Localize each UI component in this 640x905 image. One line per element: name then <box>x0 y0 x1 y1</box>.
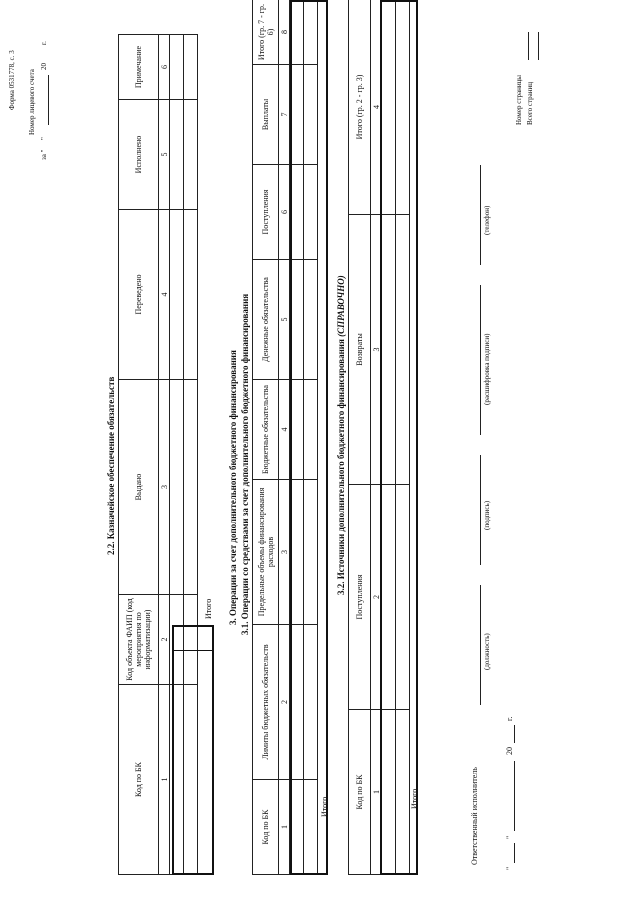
col-number: 4 <box>371 0 382 215</box>
signature-caption: (подпись) <box>483 500 491 530</box>
col-number: 8 <box>279 0 290 65</box>
col-header-faip-code: Код объекта ФАИП (код мероприятия по информатизации) <box>119 595 159 685</box>
date-line <box>48 75 49 125</box>
col-header-limits: Лимиты бюджетных обязательств <box>253 625 279 780</box>
form-code: Форма 0531778, с. 3 <box>8 50 16 110</box>
section-3-2-data-box <box>380 0 418 875</box>
section-3-1-title: 3.1. Операции со средствами за счет дополнительного бюджетного финансирования <box>240 293 250 635</box>
section-3-2-total-label: Итого <box>410 788 419 809</box>
sign-day-line <box>514 843 515 863</box>
table-cell <box>184 35 198 100</box>
sign-year-suffix: г. <box>505 716 514 721</box>
header-year-prefix: 20 <box>40 63 48 70</box>
table-cell <box>184 100 198 210</box>
col-header-money-obligations: Денежные обязательства <box>253 260 279 380</box>
col-number: 5 <box>279 260 290 380</box>
sign-date-open-quote: " <box>505 866 514 870</box>
phone-line <box>480 165 481 265</box>
table-header-row <box>253 0 279 875</box>
col-header-issued: Выдано <box>119 380 159 595</box>
phone-caption: (телефон) <box>483 205 491 235</box>
position-caption: (должность) <box>483 633 491 670</box>
section-3-2-title-italic: (СПРАВОЧНО) <box>336 275 346 337</box>
date-open-quote: за " <box>40 149 48 160</box>
col-header-transferred: Переведено <box>119 210 159 380</box>
name-caption: (расшифровка подписи) <box>483 333 491 405</box>
col-header-payments: Выплаты <box>253 65 279 165</box>
name-line <box>480 285 481 435</box>
sign-date-close-quote: " <box>505 835 514 839</box>
col-number: 3 <box>159 380 170 595</box>
col-number: 6 <box>159 35 170 100</box>
date-close-quote: " <box>40 137 48 140</box>
header-year-suffix: г. <box>40 41 48 45</box>
col-number: 2 <box>279 625 290 780</box>
sign-month-line <box>514 761 515 831</box>
col-header-executed: Исполнено <box>119 100 159 210</box>
table-cell <box>184 210 198 380</box>
section-2-2-total-label: Итого <box>204 598 213 619</box>
table-cell <box>170 210 184 380</box>
col-number: 2 <box>159 595 170 685</box>
col-number: 3 <box>279 480 290 625</box>
page-number-label: Номер страницы <box>515 74 523 125</box>
col-number: 3 <box>371 215 382 485</box>
col-number: 5 <box>159 100 170 210</box>
col-header-receipts: Поступления <box>349 485 371 710</box>
signature-line <box>480 455 481 565</box>
position-line <box>480 585 481 705</box>
col-number: 1 <box>279 780 290 875</box>
total-pages-line <box>538 32 539 60</box>
col-header-bk-code: Код по БК <box>349 710 371 875</box>
col-number: 7 <box>279 65 290 165</box>
section-3-1-data-box <box>290 0 328 875</box>
sign-year-line <box>514 725 515 743</box>
col-header-returns: Возвраты <box>349 215 371 485</box>
section-3-title: 3. Операции за счет дополнительного бюджетного финансирования <box>228 350 238 625</box>
table-cell <box>170 380 184 595</box>
col-header-total: Итого (гр. 2 - гр. 3) <box>349 0 371 215</box>
col-number: 4 <box>159 210 170 380</box>
table-cell <box>170 100 184 210</box>
column-number-row <box>159 35 170 875</box>
sign-year-prefix: 20 <box>505 747 514 755</box>
col-number: 1 <box>371 710 382 875</box>
account-number-label: Номер лицевого счета <box>28 69 36 135</box>
col-number: 4 <box>279 380 290 480</box>
col-header-budget-obligations: Бюджетные обязательства <box>253 380 279 480</box>
col-header-receipts: Поступления <box>253 165 279 260</box>
col-number: 1 <box>159 685 170 875</box>
col-number: 2 <box>371 485 382 710</box>
section-2-2-total-inner <box>172 650 214 875</box>
page-number-line <box>528 32 529 60</box>
col-header-bk-code: Код по БК <box>253 780 279 875</box>
section-2-2-title: 2.2. Казначейское обеспечение обязательств <box>106 376 116 555</box>
section-3-1-total-label: Итого <box>320 796 329 817</box>
col-header-note: Примечание <box>119 35 159 100</box>
table-header-row <box>119 35 159 875</box>
table-header-row <box>349 0 371 875</box>
col-header-total: Итого (гр. 7 - гр. 6) <box>253 0 279 65</box>
col-header-bk-code: Код по БК <box>119 685 159 875</box>
total-pages-label: Всего страниц <box>526 81 534 125</box>
table-cell <box>184 380 198 595</box>
column-number-row <box>279 0 290 875</box>
table-cell <box>170 35 184 100</box>
col-number: 6 <box>279 165 290 260</box>
col-header-financing-volumes: Предельные объемы финансирования расходов <box>253 480 279 625</box>
section-3-2-title: 3.2. Источники дополнительного бюджетного финансирования <box>336 339 346 595</box>
responsible-executor-label: Ответственный исполнитель <box>470 767 479 865</box>
